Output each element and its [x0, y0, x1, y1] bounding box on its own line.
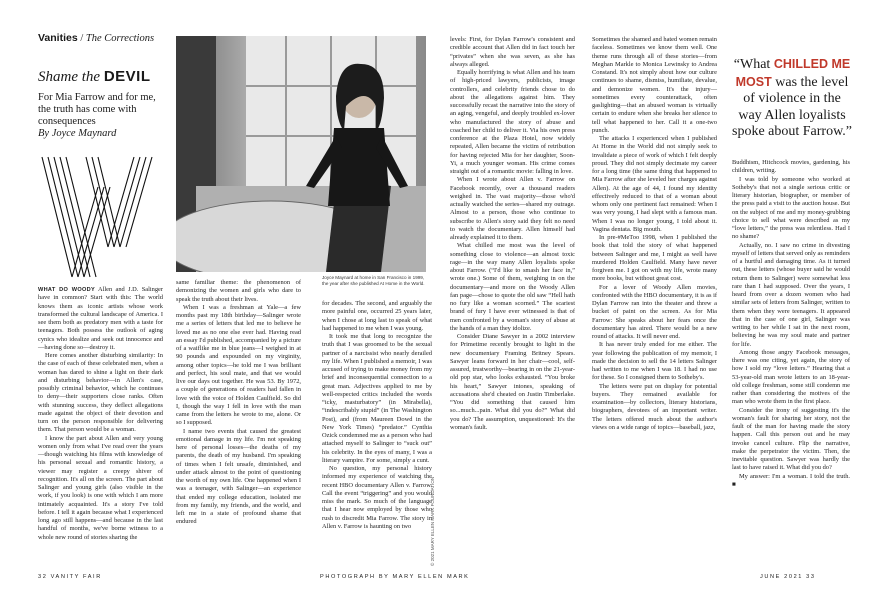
footer-left-folio: 32 VANITY FAIR [38, 574, 102, 580]
pull-quote-pre: “What [733, 57, 774, 72]
body-column-5 [592, 36, 717, 432]
body-paragraph: Here comes another disturbing similarity: In the case of each of these celebrated men, when a woman has dared to shine a light on their dark and disturbing behavior—in Allen's case, possibly criminal behavior, which he continues to deny—their supporters close ranks. Often with stunning success, they deflect allegations made against the object of their devotion and turn on the person responsible for delivering them. That person would be a woman. [38, 352, 163, 434]
body-paragraph: same familiar theme: the phenomenon of demonizing the women and girls who dare to speak the truth about their lives. [176, 279, 301, 303]
body-paragraph: Actually, no. I saw no crime in divesting myself of letters that served only as reminders of a hurtful and damaging time. As it turned out, these letters (whose buyer said he would return them to Salinger) were somewhat less rare than I had supposed. Over the years, I heard from over a dozen women who had similar sets of letters from Salinger, written to them when they were teenagers. It appeared that in the case of one girl, Salinger was writing to her while I sat in the next room, believing he was my soul mate and partner for life. [732, 241, 851, 348]
body-paragraph: It took me that long to recognize the truth that I was groomed to be the sexual partner of a narcissist who nearly derailed my life. When I published a memoir, I was accused of trying to make money from my brief and inconsequential connection to a great man. Adjectives applied to me by well-respected critics included the words “icky, masturbatory” (in Mirabella), “indescribably stupid” (in The Washington Post), and (from Maureen Dowd in the New York Times) “predator.” Cynthia Ozick condemned me as a person who had attached myself to Salinger to “suck out” his celebrity. In the eyes of many, I was a literary vampire. For some, simply a cunt. [322, 333, 432, 464]
body-paragraph: Buddhism, Hitchcock movies, gardening, his children, writing. [732, 159, 850, 175]
body-paragraph: I name two events that caused the greatest emotional damage in my life. I'm not speaking here of personal losses—the deaths of my parents, the death of my husband. I'm speaking of times when I felt unsafe, diminished, and under attack almost to the point of questioning the worth of my own life. One happened when I was a teenager, with Salinger—an experience that ended my college education, isolated me from my family, my friends, and the world, and left me in a state of profound shame that endured [176, 427, 301, 526]
body-column-4 [450, 36, 575, 432]
footer-right-folio: JUNE 2021 33 [760, 574, 816, 580]
section-subname: The Corrections [85, 33, 155, 44]
body-paragraph: Among those angry Facebook messages, there was one citing, yet again, the story of how I sold my “love letters.” Hearing that a 53-year-old man wrote letters to an 18-year-old college freshman, some still condemn me rather than considering the motives of the man who wrote them in the first place. [732, 348, 850, 406]
svg-text:© 2021 MARY ELLEN MARK FOUNDAT: © 2021 MARY ELLEN MARK FOUNDATION [430, 476, 435, 566]
title-italic: Shame the [38, 69, 104, 85]
body-paragraph: When I wrote about Allen v. Farrow on Facebook recently, over a thousand readers weighed in. The vast majority—those who'd actually watched the series—shared my outrage. Almost to a person, those who continue to subscribe to Allen's story said they felt no need to watch the documentary. Allen himself had already explained it to them. [450, 176, 575, 241]
body-paragraph: It has never truly ended for me either. The year following the publication of my memoir, I made the decision to sell the 14 letters Salinger had written to me when I was 18. I had no use for these. So I consigned them to Sotheby's. [592, 341, 717, 382]
body-paragraph: I was told by someone who worked at Sotheby's that not a single serious critic or literary historian, biographer, or member of the press paid a visit to the auction house. But on the subject of me and my money-grubbing choice to sell what were described as my “love letters,” the press was relentless. Had I no shame? [732, 175, 850, 241]
body-column-3 [322, 300, 432, 531]
footer-photo-credit: PHOTOGRAPH BY MARY ELLEN MARK [320, 574, 470, 580]
body-paragraph: What chilled me most was the level of something close to violence—an almost toxic rage—in the way many Allen loyalists spoke about Farrow. (“I'd like to smash her face in,” wrote one.) Some of them, weighing in on the documentary—and more on the Woody Allen fan page—chose to quote the old saw “Hell hath no fury like a woman scorned.” The scariest brand of fury I have ever witnessed is that of men confronted by a woman's story of abuse at the hands of a man they idolize. [450, 242, 575, 332]
body-paragraph: Sometimes the shamed and hated women remain faceless. Sometimes we know them well. One theme runs through all of these stories—from Meghan Markle to Monica Lewinsky to Andrea Constand. It's not simply about how our culture continues to shame, dismiss, humiliate, devalue, and demonize women. It's the injury—sometimes every counterattack, often gaslighting—that an abused woman is virtually certain to endure when she breaks her silence to tell what happened to her. Call it a one-two punch. [592, 36, 717, 134]
body-paragraph [38, 286, 163, 352]
section-name: Vanities [38, 32, 78, 44]
photo-credit [428, 330, 436, 570]
pull-quote-post: was the level of violence in the way Allen loyalists spoke about Farrow.” [732, 74, 853, 139]
body-column-6 [732, 159, 850, 489]
body-paragraph: My answer: I'm a woman. I told the truth. ■ [732, 472, 850, 488]
body-paragraph: When I was a freshman at Yale—a few months past my 18th birthday—Salinger wrote me a series of letters that led me to believe he loved me as no one else ever had. Having read an essay I'd published, accompanied by a picture of a waiflike me in blue jeans—I weighed in at 90 pounds and expounded on my virginity, among other topics—he told me I was brilliant and perfect, his soul mate, and that we would live our days out together. He was 53. By 1972, a couple of generations of readers had fallen in love with the voice of Holden Caulfield. So did I, though the way I fell in love with the man came from the letters he wrote to me, alone. Or so I supposed. [176, 303, 301, 427]
body-paragraph: Consider the irony of suggesting it's the woman's fault for sharing her story, not the fault of the man for having made the story happen. Call this person out and he may invoke cancel culture. Flip the narrative, make the perpetrator the victim. Then, the inevitable question. Sawyer was hardly the last to have raised it. What did you do? [732, 406, 850, 472]
lead-in: WHAT DO WOODY [38, 287, 95, 293]
body-paragraph: Consider Diane Sawyer in a 2002 interview for Primetime recently brought to light in the new documentary Framing Britney Spears. Sawyer leans forward in her chair—cool, self-assured, trustworthy—bearing in on the 21-year-old pop star, who looks exhausted. “You broke his heart,” Sawyer intones, speaking of accusations she'd cheated on Justin Timberlake. “You did something that caused him so...much...pain. What did you do?” What did you do? The assumption, unquestioned: It's the woman's fault. [450, 333, 575, 431]
body-column-2 [176, 279, 301, 527]
body-paragraph: For a lover of Woody Allen movies, confronted with the HBO documentary, it is as if Dylan Farrow ran into the theater and threw a bucket of paint on the screen. As for Mia Farrow: She speaks about her fears once the documentary has aired. There would be a new round of attacks. It will never end. [592, 283, 717, 340]
article-dek: For Mia Farrow and for me, the truth has come with consequences [38, 92, 156, 127]
paragraph-text: Allen and J.D. Salinger have in common? Start with this: The world knows them as iconic artists whose work transformed the cultural landscape of America. I see them both as predatory men with a taste for teenagers. Both possess the outlook of aging cynics who idealize and seek out innocence and—having done so—destroy it. [38, 286, 164, 351]
photo-caption: Joyce Maynard at home in San Francisco in 1999, the year after she published At Home in the World. [322, 275, 425, 286]
portrait-photo [176, 36, 426, 272]
body-column-1 [38, 286, 163, 542]
body-paragraph: levels: First, for Dylan Farrow's consistent and credible account that Allen did in fact touch her “privates” when she was seven, as she has always alleged. [450, 36, 575, 68]
section-header: Vanities / The Corrections [38, 32, 155, 44]
body-paragraph: for decades. The second, and arguably the more painful one, occurred 25 years later, when I chose at long last to speak of what had happened to me when I was young. [322, 300, 432, 332]
body-paragraph: Equally horrifying is what Allen and his team of high-priced lawyers, publicists, image controllers, and celebrity friends chose to do about the allegations against him. They successfully recast the narrative into the story of an aging, vengeful, and deeply troubled ex-lover who manufactured the story of abuse and coached her child to deliver it. Via his own press conference at the Plaza Hotel, now widely repeated, Allen became the victim of retribution for having rejected Mia for her daughter, Soon-Yi, a much younger woman. His crime comes straight out of a romantic movie: falling in love. [450, 69, 575, 175]
byline: By Joyce Maynard [38, 128, 117, 139]
title-bold: DEVIL [103, 68, 151, 85]
body-paragraph: In pre-#MeToo 1998, when I published the book that told the story of what happened between Salinger and me, I might as well have murdered Holden Caulfield. Many have never forgiven me. I got on with my life, wrote many more books, but without great cost. [592, 234, 717, 283]
article-title [38, 68, 168, 86]
pull-quote [732, 56, 852, 141]
pull-quote-emphasis: CHILLED ME MOST [735, 57, 851, 89]
body-paragraph: I know the part about Allen and very young women only from what I've read over the years—though watching his films with knowledge of his personal sexual and romantic history, a viewer may register a creepy shiver of recognition. It's all on the screen. The part about Salinger and young girls (also visible in the work, if you look) is one with which I am more intimately acquainted. It's a story I've told before. I tell it again because what I experienced long ago still happens—and because in the last handful of months, we've borne witness to a whole new round of stories sharing the [38, 434, 163, 541]
body-paragraph: No question, my personal history informed my experience of watching the recent HBO documentary Allen v. Farrow. Call the event “triggering” and you would miss the mark. So much of the language that I hear now employed by those who rush to discredit Mia Farrow. The story in Allen v. Farrow is haunting on two [322, 465, 432, 530]
body-paragraph: The attacks I experienced when I published At Home in the World did not simply seek to invalidate a piece of work of which I felt deeply proud. They did not simply decimate my career for a long time (the same thing that happened to Mia Farrow after she leveled her charges against Allen). At the age of 44, I found my identity effectively reduced to that of a woman about whom only one pertinent fact remained: When I was very young, I had slept with a famous man. When I was no longer young, I told about it. Vagina dentata. Big mouth. [592, 135, 717, 233]
body-paragraph: The letters were put on display for potential buyers. They remained available for examination—by collectors, literary historians, biographers, devotees of an important writer. The letters offered much about the author's views on a wide range of topics—baseball, jazz, [592, 382, 717, 431]
drop-cap-w [38, 155, 158, 280]
article-headline-block [38, 68, 168, 140]
